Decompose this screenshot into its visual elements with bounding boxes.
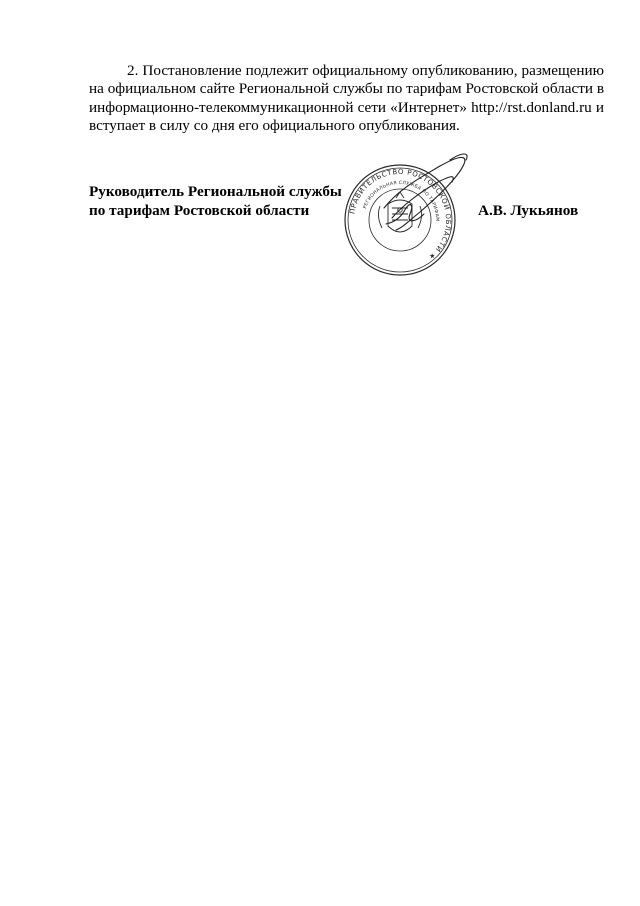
signature-position	[89, 182, 342, 220]
signatory-name: А.В. Лукьянов	[478, 202, 579, 219]
paragraph-publication: 2. Постановление подлежит официальному опубликованию, размещению на официальном сайте Региональной службы по тарифам Ростовской области в информационно-телекоммуникационной сети «Интернет» http://rst.donland.ru и вступает в силу со дня его официального опубликования.	[89, 62, 604, 135]
official-seal-stamp	[340, 148, 480, 278]
svg-text:ПРАВИТЕЛЬСТВО РОСТОВСКОЙ ОБЛАС: ПРАВИТЕЛЬСТВО РОСТОВСКОЙ ОБЛАСТИ ★	[348, 167, 453, 262]
seal-emblem	[378, 192, 421, 232]
svg-text:РЕГИОНАЛЬНАЯ СЛУЖБА ПО ТАРИФАМ: РЕГИОНАЛЬНАЯ СЛУЖБА ПО ТАРИФАМ	[362, 180, 440, 222]
signature-position-line1: Руководитель Региональной службы	[89, 183, 342, 200]
signature-position-line2: по тарифам Ростовской области	[89, 202, 310, 219]
